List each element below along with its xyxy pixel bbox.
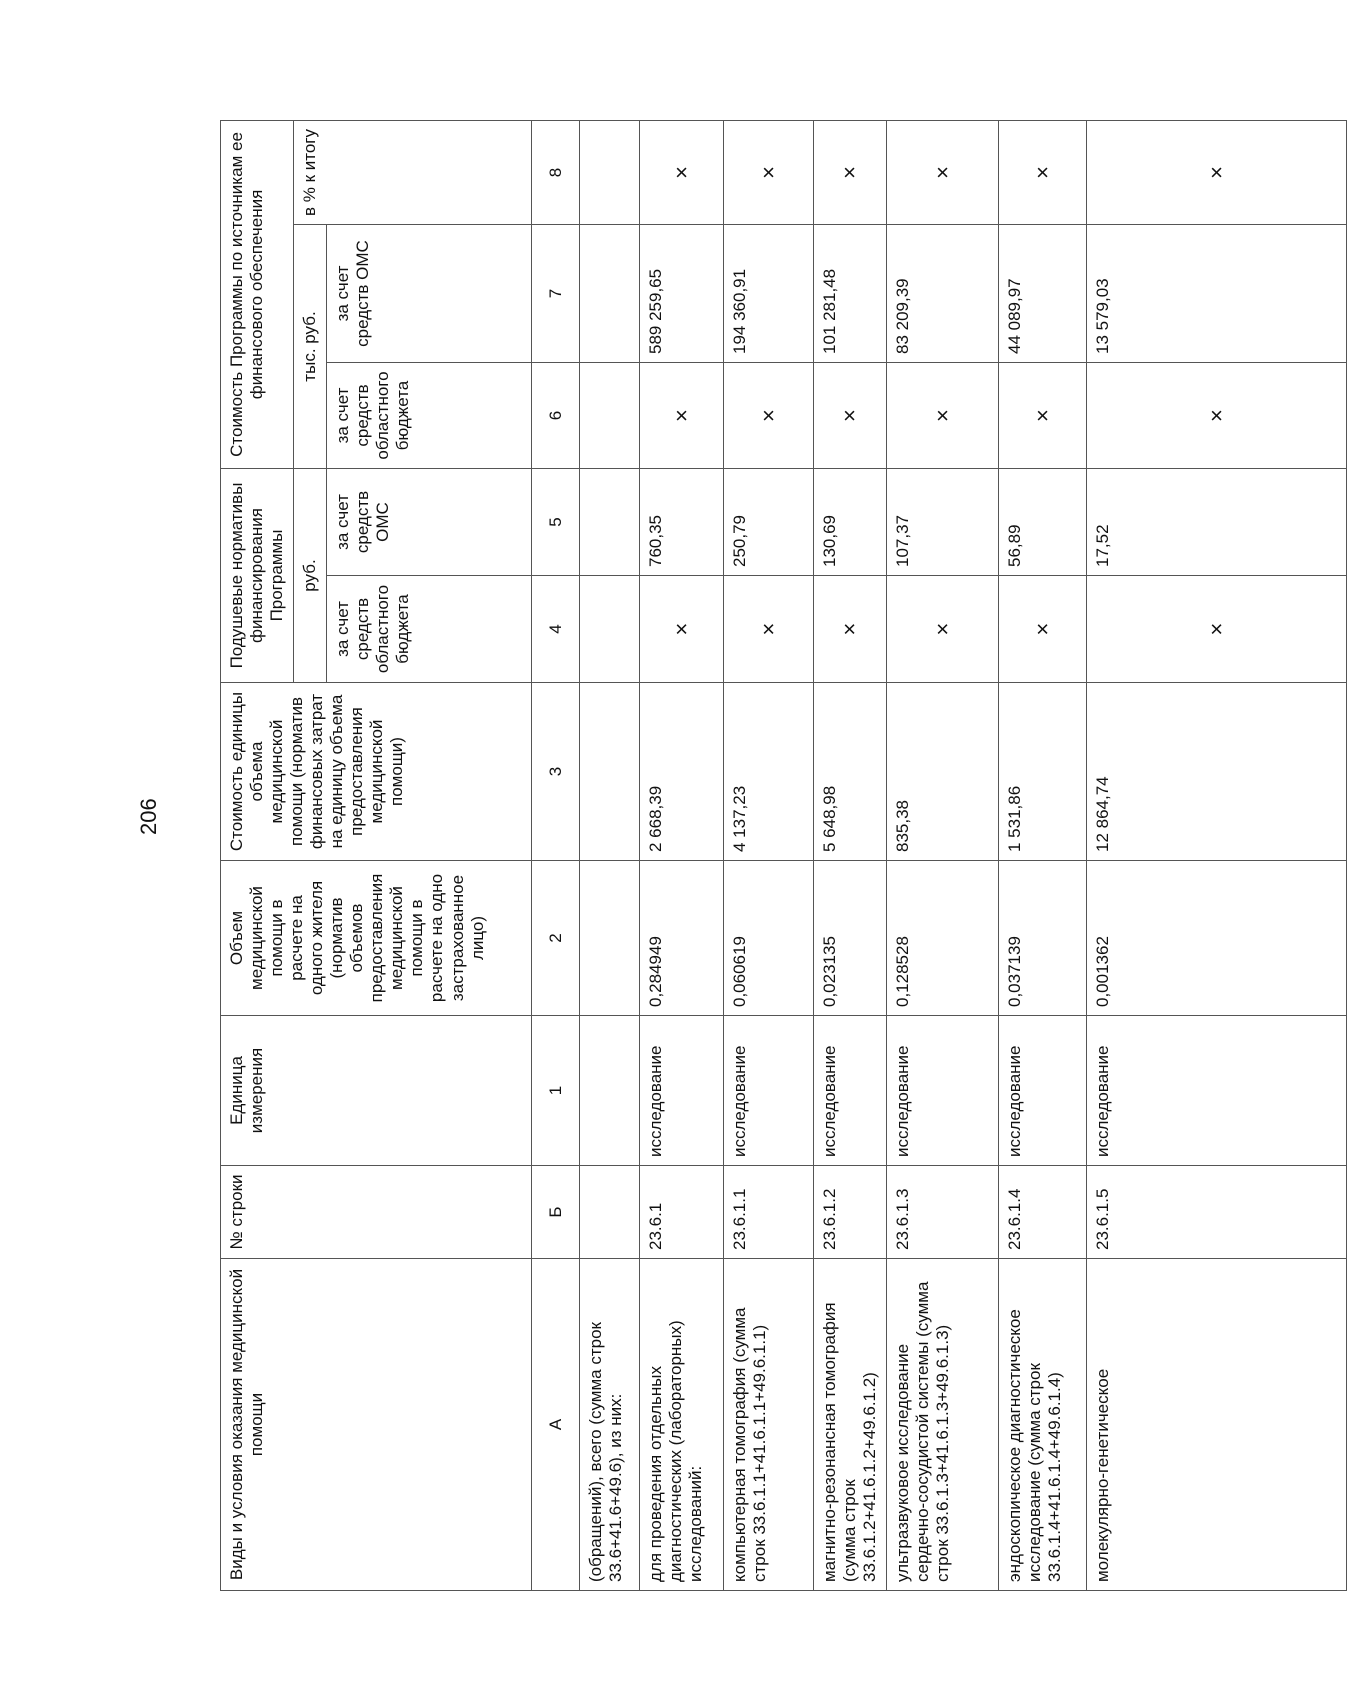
row-budget-norm: × <box>640 576 724 683</box>
header-cost-unit: тыс. руб. <box>294 225 327 469</box>
row-volume: 0,284949 <box>640 861 724 1016</box>
row-description: магнитно-резонансная томография (сумма строк 33.6.1.2+41.6.1.2+49.6.1.2) <box>814 1259 887 1591</box>
row-unit-cost: 12 864,74 <box>1087 683 1347 861</box>
row-description: (обращений), всего (сумма строк 33.6+41.6+49.6), из них: <box>580 1259 640 1591</box>
row-volume: 0,128528 <box>887 861 999 1016</box>
row-unit: исследование <box>814 1016 887 1166</box>
row-oms-cost: 83 209,39 <box>887 225 999 363</box>
empty-cell <box>580 363 640 469</box>
row-number: 23.6.1.2 <box>814 1166 887 1259</box>
header-norm-unit: руб. <box>294 469 327 683</box>
empty-cell <box>580 469 640 576</box>
empty-cell <box>580 1016 640 1166</box>
page-number: 206 <box>136 798 161 835</box>
financing-table <box>220 120 1347 1591</box>
row-budget-cost: × <box>999 363 1087 469</box>
row-unit-cost: 1 531,86 <box>999 683 1087 861</box>
row-unit: исследование <box>724 1016 814 1166</box>
row-budget-cost: × <box>724 363 814 469</box>
table-row <box>814 120 887 1590</box>
header-col-a: Виды и условия оказания медицинской помощи <box>221 1259 532 1591</box>
row-oms-cost: 589 259,65 <box>640 225 724 363</box>
row-budget-cost: × <box>1087 363 1347 469</box>
col-number: 2 <box>532 861 580 1016</box>
row-budget-cost: × <box>640 363 724 469</box>
row-number: 23.6.1.4 <box>999 1166 1087 1259</box>
row-unit-cost: 2 668,39 <box>640 683 724 861</box>
col-number: 1 <box>532 1016 580 1166</box>
header-col-8: в % к итогу <box>294 120 532 224</box>
row-budget-norm: × <box>887 576 999 683</box>
row-oms-norm: 760,35 <box>640 469 724 576</box>
row-description: для проведения отдельных диагностических (лабораторных) исследований: <box>640 1259 724 1591</box>
row-number: 23.6.1.3 <box>887 1166 999 1259</box>
row-budget-norm: × <box>999 576 1087 683</box>
row-description: эндоскопическое диагностическое исследование (сумма строк 33.6.1.4+41.6.1.4+49.6.1.4) <box>999 1259 1087 1591</box>
empty-cell <box>580 861 640 1016</box>
col-number: 5 <box>532 469 580 576</box>
row-oms-norm: 130,69 <box>814 469 887 576</box>
row-number: 23.6.1 <box>640 1166 724 1259</box>
row-unit-cost: 4 137,23 <box>724 683 814 861</box>
row-oms-norm: 56,89 <box>999 469 1087 576</box>
row-budget-norm: × <box>724 576 814 683</box>
header-group-cost: Стоимость Программы по источникам ее финансового обеспечения <box>221 120 294 468</box>
empty-cell <box>580 120 640 224</box>
header-col-7: за счет средств ОМС <box>327 225 532 363</box>
row-percent: × <box>724 120 814 224</box>
header-group-norm: Подушевые нормативы финансирования Программы <box>221 469 294 683</box>
header-col-6: за счет средств областного бюджета <box>327 363 532 469</box>
empty-cell <box>580 225 640 363</box>
col-number: Б <box>532 1166 580 1259</box>
table-row <box>724 120 814 1590</box>
row-percent: × <box>887 120 999 224</box>
empty-cell <box>580 576 640 683</box>
row-unit-cost: 835,38 <box>887 683 999 861</box>
table-row <box>580 120 640 1590</box>
row-number: 23.6.1.1 <box>724 1166 814 1259</box>
row-budget-norm: × <box>1087 576 1347 683</box>
col-number: 4 <box>532 576 580 683</box>
header-col-1: Единица измерения <box>221 1016 532 1166</box>
row-percent: × <box>999 120 1087 224</box>
header-col-5: за счет средств ОМС <box>327 469 532 576</box>
header-col-3: Стоимость единицы объема медицинской помощи (норматив финансовых затрат на единицу объема предоставления медицинской помощи) <box>221 683 532 861</box>
row-oms-cost: 194 360,91 <box>724 225 814 363</box>
col-number: 6 <box>532 363 580 469</box>
row-unit: исследование <box>640 1016 724 1166</box>
row-percent: × <box>640 120 724 224</box>
col-number: А <box>532 1259 580 1591</box>
row-volume: 0,001362 <box>1087 861 1347 1016</box>
row-unit-cost: 5 648,98 <box>814 683 887 861</box>
col-number: 3 <box>532 683 580 861</box>
row-budget-norm: × <box>814 576 887 683</box>
rotated-table-container <box>220 121 1347 1591</box>
table-row <box>640 120 724 1590</box>
row-description: молекулярно-генетическое <box>1087 1259 1347 1591</box>
empty-cell <box>580 683 640 861</box>
col-number: 8 <box>532 120 580 224</box>
row-oms-cost: 13 579,03 <box>1087 225 1347 363</box>
row-description: ультразвуковое исследование сердечно-сосудистой системы (сумма строк 33.6.1.3+41.6.1.3+49.6.1.3) <box>887 1259 999 1591</box>
row-volume: 0,023135 <box>814 861 887 1016</box>
row-percent: × <box>814 120 887 224</box>
row-budget-cost: × <box>887 363 999 469</box>
col-number: 7 <box>532 225 580 363</box>
column-number-row <box>532 120 580 1590</box>
row-oms-cost: 44 089,97 <box>999 225 1087 363</box>
row-oms-norm: 17,52 <box>1087 469 1347 576</box>
row-unit: исследование <box>887 1016 999 1166</box>
table-row <box>887 120 999 1590</box>
row-budget-cost: × <box>814 363 887 469</box>
row-number: 23.6.1.5 <box>1087 1166 1347 1259</box>
row-oms-norm: 250,79 <box>724 469 814 576</box>
row-description: компьютерная томография (сумма строк 33.6.1.1+41.6.1.1+49.6.1.1) <box>724 1259 814 1591</box>
table-row <box>999 120 1087 1590</box>
header-col-2: Объем медицинской помощи в расчете на одного жителя (норматив объемов предоставления медицинской помощи в расчете на одно застрахованное лицо) <box>221 861 532 1016</box>
row-unit: исследование <box>1087 1016 1347 1166</box>
row-unit: исследование <box>999 1016 1087 1166</box>
header-col-b: № строки <box>221 1166 532 1259</box>
row-volume: 0,037139 <box>999 861 1087 1016</box>
row-volume: 0,060619 <box>724 861 814 1016</box>
row-oms-norm: 107,37 <box>887 469 999 576</box>
row-percent: × <box>1087 120 1347 224</box>
table-row <box>1087 120 1347 1590</box>
row-oms-cost: 101 281,48 <box>814 225 887 363</box>
empty-cell <box>580 1166 640 1259</box>
header-col-4: за счет средств областного бюджета <box>327 576 532 683</box>
